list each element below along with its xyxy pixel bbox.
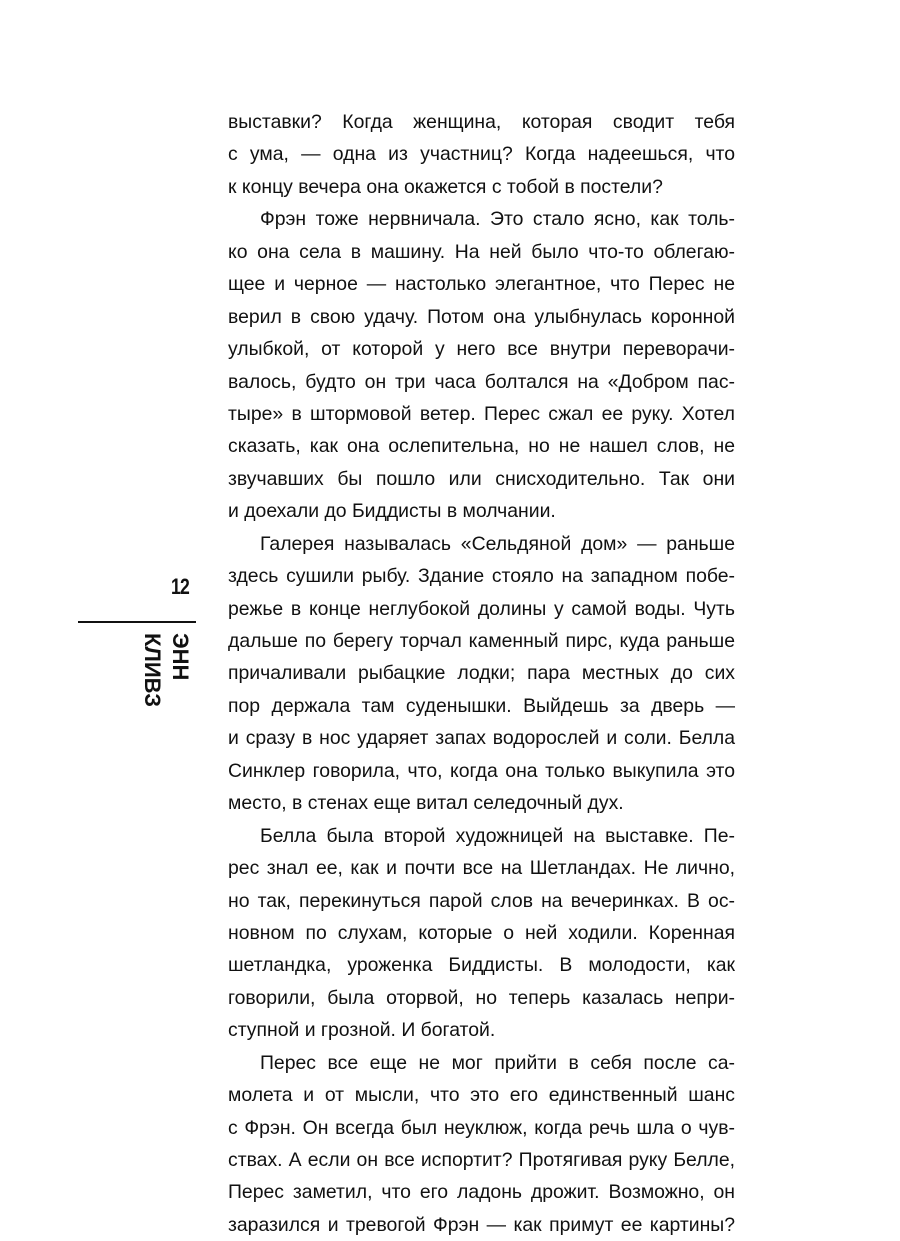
text-line: валось, будто он три часа болтался на «Добром пас- (228, 370, 735, 393)
text-line: ступной и грозной. И богатой. (228, 1019, 496, 1042)
text-line: Синклер говорила, что, когда она только выкупила это (228, 759, 735, 782)
text-line: рес знал ее, как и почти все на Шетландах. Не лично, (228, 857, 735, 880)
text-line: улыбкой, от которой у него все внутри переворачи- (228, 338, 735, 361)
text-line: тыре» в штормовой ветер. Перес сжал ее руку. Хотел (228, 402, 735, 425)
body-text (228, 106, 735, 1241)
text-line: верил в свою удачу. Потом она улыбнулась коронной (228, 305, 735, 328)
text-line: ко она села в машину. На ней было что-то облегаю- (228, 240, 735, 263)
text-line: пор держала там суденышки. Выйдешь за дверь — (228, 694, 735, 717)
text-line: заразился и тревогой Фрэн — как примут ее картины? (228, 1213, 735, 1236)
text-line: шетландка, уроженка Биддисты. В молодости, как (228, 954, 735, 977)
text-line: но так, перекинуться парой слов на вечеринках. В ос- (228, 889, 735, 912)
page-number: 12 (171, 574, 189, 599)
text-line: и сразу в нос ударяет запах водорослей и соли. Белла (228, 727, 735, 750)
text-line: Галерея называлась «Сельдяной дом» — раньше (260, 532, 735, 555)
text-line: здесь сушили рыбу. Здание стояло на западном побе- (228, 565, 735, 588)
text-line: режье в конце неглубокой долины у самой воды. Чуть (228, 597, 735, 620)
text-line: сказать, как она ослепительна, но не нашел слов, не (228, 435, 735, 458)
text-line: молета и от мысли, что это его единственный шанс (228, 1084, 735, 1107)
text-line: звучавших бы пошло или снисходительно. Так они (228, 467, 735, 490)
text-line: новном по слухам, которые о ней ходили. Коренная (228, 921, 735, 944)
text-line: Белла была второй художницей на выставке. Пе- (260, 824, 735, 847)
text-line: Перес заметил, что его ладонь дрожит. Возможно, он (228, 1181, 735, 1204)
text-line: место, в стенах еще витал селедочный дух. (228, 792, 624, 815)
text-line: говорили, была оторвой, но теперь казалась непри- (228, 986, 735, 1009)
text-line: с ума, — одна из участниц? Когда надеешься, что (228, 143, 735, 166)
text-line: Перес все еще не мог прийти в себя после са- (260, 1051, 735, 1074)
text-line: выставки? Когда женщина, которая сводит тебя (228, 111, 735, 133)
running-head-rule (78, 621, 196, 623)
text-line: с Фрэн. Он всегда был неуклюж, когда речь шла о чув- (228, 1116, 735, 1139)
text-line: ствах. А если он все испортит? Протягивая руку Белле, (228, 1149, 735, 1171)
text-line: Фрэн тоже нервничала. Это стало ясно, как толь- (260, 208, 735, 231)
running-head-author: ЭНН КЛИВЗ (140, 633, 193, 708)
text-line: к концу вечера она окажется с тобой в постели? (228, 175, 663, 198)
text-line: причаливали рыбацкие лодки; пара местных до сих (228, 662, 735, 685)
text-line: дальше по берегу торчал каменный пирс, куда раньше (228, 630, 735, 652)
text-line: щее и черное — настолько элегантное, что Перес не (228, 273, 735, 296)
text-line: и доехали до Биддисты в молчании. (228, 500, 556, 523)
